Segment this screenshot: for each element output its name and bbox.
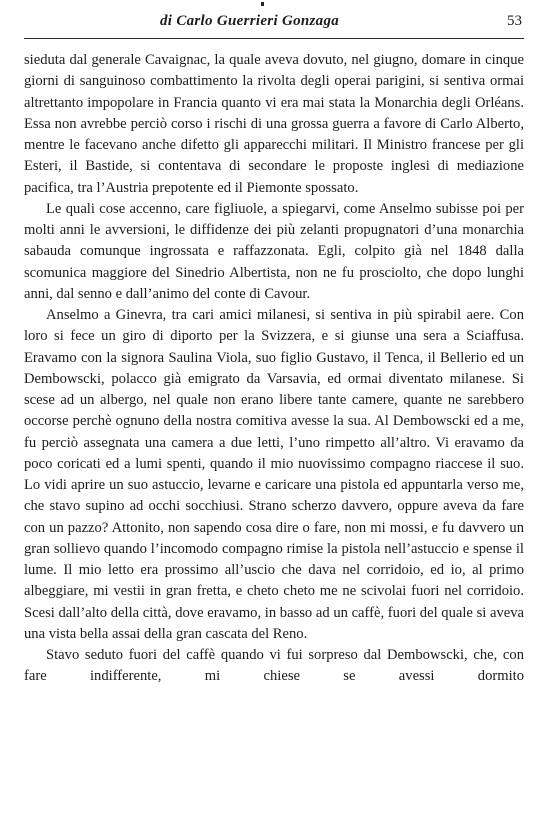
body-text xyxy=(24,50,524,688)
paragraph-1: sieduta dal generale Cavaignac, la quale aveva dovuto, nel giugno, domare in cinque giorni di sanguinoso combattimento la rivolta degli operai parigini, si sentiva ormai altrettanto impopolare in Francia quanto vi era mai stata la Monarchia degli Orléans. Essa non avrebbe perciò corso i rischi di una grossa guerra a favore di Carlo Alberto, mentre le facevano anche difetto gli apparecchi militari. Il Ministro francese per gli Esteri, il Bastide, si contentava di secondare le proposte inglesi di mediazione pacifica, tra l’Austria prepotente ed il Piemonte spossato. xyxy=(24,52,524,196)
page-number: 53 xyxy=(507,13,522,29)
paragraph-3: Anselmo a Ginevra, tra cari amici milanesi, si sentiva in più spirabil aere. Con loro si fece un giro di diporto per la Svizzera, e si giunse una sera a Sciaffusa. Eravamo con la signora Saulina Viola, suo figlio Gustavo, il Tenca, il Bellerio ed un Dembowscki, polacco già emigrato da Varsavia, ed ormai diventato milanese. Si scese ad un albergo, nel quale non erano libere tante camere, quante ne sarebbero occorse perchè ognuno della nostra comitiva avesse la sua. Al Dembowscki ed a me, fu perciò assegnata una camera a due letti, l’uno rimpetto all’altro. Vi eravamo da poco coricati ed a lumi spenti, quando il mio nuovissimo compagno riaccese il suo. Lo vidi aprire un suo astuccio, levarne e caricare una pistola ed appuntarla verso me, che stavo supino ad occhi socchiusi. Strano scherzo davvero, oppure aveva da fare con un pazzo? Attonito, non sapendo cosa dire o fare, non mi mossi, e fu davvero un gran sollievo quando l’incomodo compagno rimise la pistola nell’astuccio e spense il lume. Il mio letto era prossimo all’uscio che dava nel corridoio, ed io, al primo albeggiare, mi vestii in gran fretta, e cheto cheto me ne scivolai fuori nel corridoio. Scesi dall’alto della città, dove eravamo, in basso ad un caffè, fuori del quale si aveva una vista bella assai della gran cascata del Reno. xyxy=(24,307,524,642)
running-header xyxy=(24,12,524,39)
header-title: di Carlo Guerrieri Gonzaga xyxy=(160,13,340,29)
ink-mark xyxy=(261,2,264,6)
paragraph-2: Le quali cose accenno, care figliuole, a spiegarvi, come Anselmo subisse poi per molti anni le avversioni, le diffidenze dei più zelanti propugnatori d’una monarchia sabauda comunque ingrossata e raffazzonata. Egli, colpito già nel 1848 dalla scomunica maggiore del Sinedrio Albertista, non ne fu prosciolto, che dopo lunghi anni, dal senno e dall’animo del conte di Cavour. xyxy=(24,200,524,302)
paragraph-4: Stavo seduto fuori del caffè quando vi fui sorpreso dal Dembowscki, che, con fare indifferente, mi chiese se avessi dormito xyxy=(24,647,524,685)
